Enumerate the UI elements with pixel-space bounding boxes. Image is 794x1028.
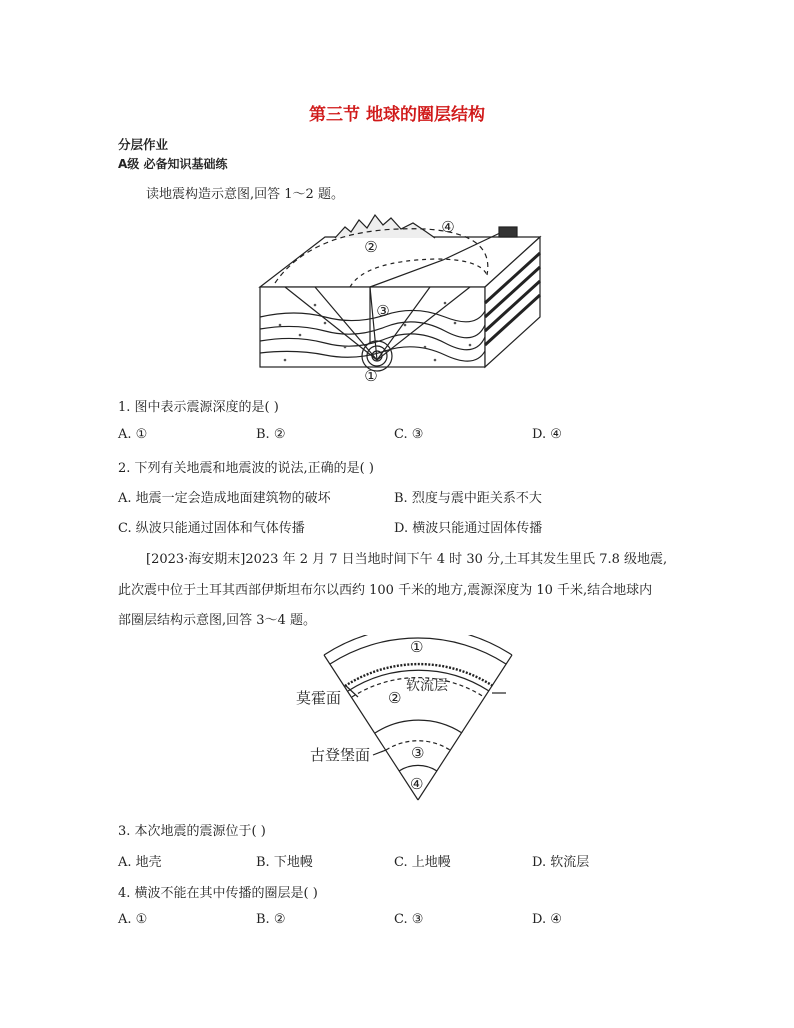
- diagram2-label-2: ②: [388, 689, 402, 707]
- intro-question-3-4-line3: 部圈层结构示意图,回答 3～4 题。: [118, 613, 316, 628]
- diagram1-label-2: ②: [364, 238, 378, 256]
- q3-option-d[interactable]: D. 软流层: [532, 855, 590, 870]
- q1-option-b[interactable]: B. ②: [256, 427, 286, 442]
- earthquake-structure-diagram: [255, 205, 555, 383]
- q4-option-d[interactable]: D. ④: [532, 912, 562, 927]
- q2-option-c[interactable]: C. 纵波只能通过固体和气体传播: [118, 521, 305, 536]
- level-label: A级 必备知识基础练: [118, 157, 228, 171]
- section-label: 分层作业: [118, 137, 169, 152]
- diagram2-label-3: ③: [411, 744, 425, 762]
- intro-question-3-4-line2: 此次震中位于土耳其西部伊斯坦布尔以西约 100 千米的地方,震源深度为 10 千米,结合地球内: [118, 583, 653, 598]
- question-4-stem: 4. 横波不能在其中传播的圈层是( ): [118, 886, 318, 901]
- q3-option-a[interactable]: A. 地壳: [118, 855, 162, 870]
- q2-option-a[interactable]: A. 地震一定会造成地面建筑物的破坏: [118, 491, 331, 506]
- diagram1-label-4: ④: [441, 218, 455, 236]
- intro-question-3-4-line1: [2023·海安期末]2023 年 2 月 7 日当地时间下午 4 时 30 分,土耳其发生里氏 7.8 级地震,: [146, 552, 668, 567]
- question-1-stem: 1. 图中表示震源深度的是( ): [118, 400, 279, 415]
- q4-option-a[interactable]: A. ①: [118, 912, 148, 927]
- q2-option-b[interactable]: B. 烈度与震中距关系不大: [394, 491, 542, 506]
- q1-option-d[interactable]: D. ④: [532, 427, 562, 442]
- intro-question-1-2: 读地震构造示意图,回答 1～2 题。: [146, 187, 344, 202]
- q1-option-c[interactable]: C. ③: [394, 427, 424, 442]
- question-3-stem: 3. 本次地震的震源位于( ): [118, 824, 266, 839]
- q4-option-b[interactable]: B. ②: [256, 912, 286, 927]
- gutenberg-label: 古登堡面: [310, 746, 371, 764]
- diagram1-label-1: ①: [364, 367, 378, 383]
- page-title: 第三节 地球的圈层结构: [309, 105, 485, 125]
- q3-option-c[interactable]: C. 上地幔: [394, 855, 451, 870]
- moho-label: 莫霍面: [296, 689, 342, 707]
- asthenosphere-label: 软流层: [406, 678, 448, 694]
- q4-option-c[interactable]: C. ③: [394, 912, 424, 927]
- q1-option-a[interactable]: A. ①: [118, 427, 148, 442]
- diagram1-label-3: ③: [376, 302, 390, 320]
- question-2-stem: 2. 下列有关地震和地震波的说法,正确的是( ): [118, 461, 374, 476]
- diagram2-label-4: ④: [410, 775, 424, 793]
- earth-layers-diagram: [290, 635, 515, 805]
- q2-option-d[interactable]: D. 横波只能通过固体传播: [394, 521, 543, 536]
- q3-option-b[interactable]: B. 下地幔: [256, 855, 313, 870]
- diagram2-label-1: ①: [410, 638, 424, 656]
